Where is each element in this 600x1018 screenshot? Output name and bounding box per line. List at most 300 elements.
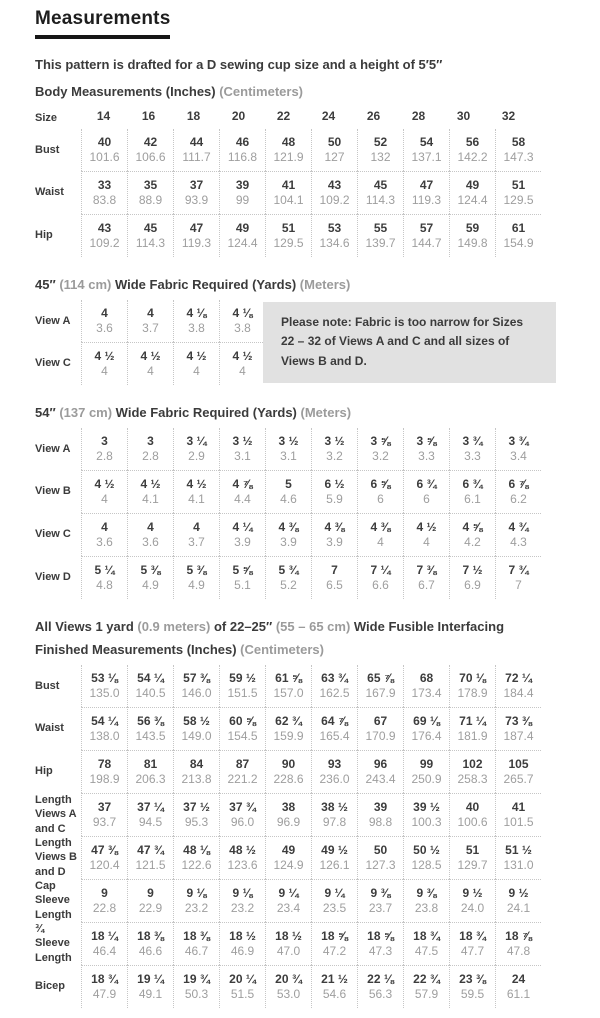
cm-value: 178.9 [457, 686, 488, 700]
cm-value: 4 [239, 364, 246, 378]
measurement-cell [265, 556, 311, 599]
size-cell [216, 107, 261, 129]
cm-value: 109.2 [319, 193, 350, 207]
cm-value: 93.9 [184, 193, 209, 207]
measurement-cell [495, 965, 541, 1008]
inches-value: 73 ⅜ [505, 714, 532, 728]
measurement-cell [127, 513, 173, 556]
measurement-cell [265, 707, 311, 750]
measurement-cell [495, 836, 541, 879]
size-value: 20 [231, 109, 246, 123]
measurement-cell [173, 707, 219, 750]
inches-value: 49 [235, 221, 250, 235]
measurement-cell [173, 750, 219, 793]
inches-value: 63 ¾ [321, 671, 348, 685]
inches-value: 72 ¼ [505, 671, 532, 685]
cm-value: 23.2 [184, 901, 209, 915]
cm-value: 135.0 [89, 686, 120, 700]
cm-value: 3.9 [280, 535, 297, 549]
measurement-cell [311, 793, 357, 836]
measurement-cell [403, 922, 449, 965]
measurement-cell [357, 965, 403, 1008]
inches-value: 5 ⅝ [232, 563, 253, 577]
measurement-cell [127, 750, 173, 793]
row-label: View A [35, 442, 71, 455]
inches-value: 18 ⅝ [367, 929, 394, 943]
inches-value: 7 ½ [462, 563, 483, 577]
measurement-cell [357, 879, 403, 922]
inches-value: 4 ½ [94, 349, 115, 363]
cm-value: 131.0 [503, 858, 534, 872]
inches-value: 56 ⅜ [137, 714, 164, 728]
cm-value: 6 [423, 492, 430, 506]
inches-value: 41 [281, 178, 296, 192]
size-value: 30 [456, 109, 471, 123]
inches-value: 56 [465, 135, 480, 149]
fabric-45-heading [35, 277, 600, 292]
inches-value: 40 [465, 800, 480, 814]
cm-value: 61.1 [506, 987, 531, 1001]
cm-value: 106.6 [135, 150, 166, 164]
table-row [35, 214, 600, 257]
inches-value: 71 ¼ [459, 714, 486, 728]
cm-value: 4 [147, 364, 154, 378]
cm-value: 49.1 [138, 987, 163, 1001]
row-label: Hip [35, 229, 53, 242]
inches-value: 70 ⅛ [459, 671, 486, 685]
measurement-cell [495, 665, 541, 707]
row-label: Length Views B and D [35, 837, 77, 878]
cm-value: 2.8 [142, 449, 159, 463]
measurement-cell [357, 214, 403, 257]
interfacing-heading [35, 619, 600, 634]
inches-value: 4 ¼ [232, 520, 253, 534]
inches-value: 38 [281, 800, 296, 814]
cm-value: 3.8 [188, 321, 205, 335]
inches-value: 18 ⅜ [137, 929, 164, 943]
inches-value: 4 ½ [232, 349, 253, 363]
inches-value: 5 ¾ [278, 563, 299, 577]
measurement-cell [219, 836, 265, 879]
inches-value: 105 [508, 757, 529, 771]
table-row [35, 556, 600, 599]
measurement-cell [173, 556, 219, 599]
inches-value: 3 [101, 434, 108, 448]
measurement-cell [495, 922, 541, 965]
cm-value: 139.7 [365, 236, 396, 250]
cm-value: 3.7 [142, 321, 159, 335]
cm-value: 83.8 [92, 193, 117, 207]
cm-value: 6.5 [326, 578, 343, 592]
measurement-cell [311, 513, 357, 556]
inches-value: 59 [465, 221, 480, 235]
heading-part: (Meters) [299, 277, 351, 292]
inches-value: 18 ¾ [91, 972, 118, 986]
cm-value: 46.7 [184, 944, 209, 958]
inches-value: 4 ⅛ [186, 306, 207, 320]
measurement-cell [219, 879, 265, 922]
inches-value: 24 [511, 972, 526, 986]
cm-value: 5.9 [326, 492, 343, 506]
inches-value: 35 [143, 178, 158, 192]
heading-part: Body Measurements (Inches) [35, 84, 220, 99]
cm-value: 24.1 [506, 901, 531, 915]
measurement-cell [127, 300, 173, 342]
cm-value: 46.4 [92, 944, 117, 958]
measurement-cell [219, 922, 265, 965]
inches-value: 20 ¼ [229, 972, 256, 986]
inches-value: 49 [281, 843, 296, 857]
cm-value: 143.5 [135, 729, 166, 743]
measurement-cell [81, 129, 127, 171]
measurement-cell [219, 750, 265, 793]
inches-value: 22 ¾ [413, 972, 440, 986]
inches-value: 4 [193, 520, 200, 534]
inches-value: 69 ⅛ [413, 714, 440, 728]
inches-value: 7 ¾ [508, 563, 529, 577]
inches-value: 5 ⅜ [186, 563, 207, 577]
measurement-cell [81, 836, 127, 879]
measurement-cell [81, 750, 127, 793]
cm-value: 3.7 [188, 535, 205, 549]
measurement-cell [81, 171, 127, 214]
heading-part: (137 cm) [59, 405, 113, 420]
measurement-cell [311, 750, 357, 793]
inches-value: 23 ⅜ [459, 972, 486, 986]
cm-value: 221.2 [227, 772, 258, 786]
cm-value: 123.6 [227, 858, 258, 872]
cm-value: 4.2 [464, 535, 481, 549]
inches-value: 64 ⅞ [321, 714, 348, 728]
cm-value: 129.7 [457, 858, 488, 872]
measurement-cell [219, 470, 265, 513]
measurement-cell [403, 665, 449, 707]
measurement-cell [173, 965, 219, 1008]
row-label: Length Views A and C [35, 794, 77, 835]
cm-value: 95.3 [184, 815, 209, 829]
measurement-cell [219, 300, 265, 342]
measurement-cell [495, 556, 541, 599]
finished-measurements-heading [35, 642, 600, 657]
inches-value: 38 ½ [321, 800, 348, 814]
inches-value: 50 [327, 135, 342, 149]
cm-value: 6.9 [464, 578, 481, 592]
cm-value: 187.4 [503, 729, 534, 743]
inches-value: 6 ⅞ [508, 477, 529, 491]
cm-value: 119.3 [411, 193, 442, 207]
measurement-cell [127, 470, 173, 513]
measurement-cell [219, 428, 265, 470]
cm-value: 47.5 [414, 944, 439, 958]
cm-value: 6.1 [464, 492, 481, 506]
inches-value: 51 [511, 178, 526, 192]
cm-value: 124.9 [273, 858, 304, 872]
measurement-cell [219, 556, 265, 599]
heading-part: (Meters) [300, 405, 352, 420]
measurement-cell [127, 879, 173, 922]
inches-value: 61 [511, 221, 526, 235]
cm-value: 4.6 [280, 492, 297, 506]
inches-value: 4 ¾ [508, 520, 529, 534]
inches-value: 4 ½ [140, 477, 161, 491]
cm-value: 149.8 [457, 236, 488, 250]
cm-value: 6.7 [418, 578, 435, 592]
cm-value: 3.6 [96, 321, 113, 335]
measurement-cell [173, 342, 219, 385]
cm-value: 250.9 [411, 772, 442, 786]
measurement-cell [81, 793, 127, 836]
inches-value: 57 [419, 221, 434, 235]
inches-value: 6 ¾ [462, 477, 483, 491]
measurement-cell [127, 428, 173, 470]
inches-value: 78 [97, 757, 112, 771]
measurement-cell [311, 879, 357, 922]
size-header-row [35, 107, 600, 129]
table-row [35, 879, 600, 922]
inches-value: 5 [285, 477, 292, 491]
cm-value: 96.9 [276, 815, 301, 829]
heading-part: of 22–25″ [210, 619, 276, 634]
cm-value: 7 [515, 578, 522, 592]
measurement-cell [403, 793, 449, 836]
cm-value: 165.4 [319, 729, 350, 743]
inches-value: 3 ½ [324, 434, 345, 448]
cm-value: 23.5 [322, 901, 347, 915]
inches-value: 87 [235, 757, 250, 771]
cm-value: 22.8 [92, 901, 117, 915]
size-cell [441, 107, 486, 129]
cm-value: 23.4 [276, 901, 301, 915]
cm-value: 154.9 [503, 236, 534, 250]
cm-value: 24.0 [460, 901, 485, 915]
inches-value: 60 ⅝ [229, 714, 256, 728]
measurement-cell [265, 129, 311, 171]
measurement-cell [357, 556, 403, 599]
measurement-cell [357, 428, 403, 470]
measurement-cell [81, 342, 127, 385]
inches-value: 51 [281, 221, 296, 235]
heading-part: Wide Fabric Required (Yards) [112, 405, 301, 420]
heading-part: (Centimeters) [240, 642, 324, 657]
cm-value: 159.9 [273, 729, 304, 743]
table-row [35, 470, 600, 513]
cm-value: 4 [101, 364, 108, 378]
table-row [35, 750, 600, 793]
cm-value: 4.4 [234, 492, 251, 506]
measurement-cell [495, 879, 541, 922]
cm-value: 3.2 [326, 449, 343, 463]
measurement-cell [81, 922, 127, 965]
cm-value: 184.4 [503, 686, 534, 700]
measurement-cell [265, 171, 311, 214]
cm-value: 23.2 [230, 901, 255, 915]
cm-value: 124.4 [227, 236, 258, 250]
inches-value: 58 [511, 135, 526, 149]
cm-value: 104.1 [273, 193, 304, 207]
heading-part: All Views 1 yard [35, 619, 138, 634]
measurement-cell [403, 965, 449, 1008]
inches-value: 9 ⅛ [232, 886, 253, 900]
inches-value: 90 [281, 757, 296, 771]
inches-value: 58 ½ [183, 714, 210, 728]
inches-value: 37 ¼ [137, 800, 164, 814]
inches-value: 3 ½ [232, 434, 253, 448]
cm-value: 134.6 [319, 236, 350, 250]
size-value: 28 [411, 109, 426, 123]
size-cell [306, 107, 351, 129]
measurement-cell [449, 836, 495, 879]
cm-value: 157.0 [273, 686, 304, 700]
fabric-narrow-note-text: Please note: Fabric is too narrow for Sizes 22 – 32 of Views A and C and all sizes of Views B and D. [281, 315, 524, 368]
cm-value: 3.9 [326, 535, 343, 549]
inches-value: 20 ¾ [275, 972, 302, 986]
inches-value: 54 ¼ [137, 671, 164, 685]
measurement-cell [403, 129, 449, 171]
table-row [35, 665, 600, 707]
cm-value: 93.7 [92, 815, 117, 829]
table-row [35, 428, 600, 470]
cm-value: 3.3 [464, 449, 481, 463]
inches-value: 3 ½ [278, 434, 299, 448]
cm-value: 213.8 [181, 772, 212, 786]
measurement-cell [449, 214, 495, 257]
cm-value: 173.4 [411, 686, 442, 700]
measurement-cell [311, 470, 357, 513]
cm-value: 119.3 [181, 236, 212, 250]
cm-value: 4.3 [510, 535, 527, 549]
inches-value: 9 [101, 886, 108, 900]
measurement-cell [311, 428, 357, 470]
measurement-cell [173, 513, 219, 556]
inches-value: 9 [147, 886, 154, 900]
measurement-cell [495, 750, 541, 793]
size-cell [261, 107, 306, 129]
cm-value: 151.5 [227, 686, 258, 700]
size-value: 18 [186, 109, 201, 123]
cm-value: 4 [101, 492, 108, 506]
cm-value: 114.3 [365, 193, 396, 207]
row-label: Waist [35, 186, 64, 199]
cm-value: 127.3 [365, 858, 396, 872]
inches-value: 48 ½ [229, 843, 256, 857]
measurement-cell [311, 922, 357, 965]
inches-value: 54 ¼ [91, 714, 118, 728]
measurement-cell [127, 665, 173, 707]
table-row [35, 513, 600, 556]
cm-value: 98.8 [368, 815, 393, 829]
inches-value: 4 ⅝ [462, 520, 483, 534]
measurement-cell [403, 171, 449, 214]
cm-value: 47.3 [368, 944, 393, 958]
measurement-cell [449, 750, 495, 793]
measurement-cell [127, 214, 173, 257]
inches-value: 93 [327, 757, 342, 771]
cm-value: 96.0 [230, 815, 255, 829]
measurement-cell [127, 342, 173, 385]
measurement-cell [265, 470, 311, 513]
cm-value: 3.9 [234, 535, 251, 549]
heading-part: (55 – 65 cm) [275, 619, 351, 634]
table-row [35, 129, 600, 171]
inches-value: 4 [147, 306, 154, 320]
measurement-cell [265, 793, 311, 836]
measurement-cell [495, 129, 541, 171]
inches-value: 49 ½ [321, 843, 348, 857]
cm-value: 46.9 [230, 944, 255, 958]
cm-value: 3.8 [234, 321, 251, 335]
measurement-cell [357, 171, 403, 214]
cm-value: 50.3 [184, 987, 209, 1001]
inches-value: 42 [143, 135, 158, 149]
fabric-narrow-note [263, 302, 556, 383]
cm-value: 4.1 [188, 492, 205, 506]
measurement-cell [81, 665, 127, 707]
inches-value: 37 ¾ [229, 800, 256, 814]
inches-value: 49 [465, 178, 480, 192]
cm-value: 47.8 [506, 944, 531, 958]
measurement-cell [403, 750, 449, 793]
inches-value: 18 ½ [275, 929, 302, 943]
intro-text: This pattern is drafted for a D sewing cup size and a height of 5′5″ [35, 57, 443, 72]
page-title: Measurements [35, 8, 170, 39]
size-cell [396, 107, 441, 129]
inches-value: 68 [419, 671, 434, 685]
cm-value: 129.5 [273, 236, 304, 250]
inches-value: 9 ⅛ [186, 886, 207, 900]
inches-value: 4 ⅜ [370, 520, 391, 534]
inches-value: 65 ⅞ [367, 671, 394, 685]
inches-value: 61 ⅝ [275, 671, 302, 685]
measurement-cell [265, 879, 311, 922]
cm-value: 198.9 [89, 772, 120, 786]
measurement-cell [449, 470, 495, 513]
inches-value: 9 ¼ [278, 886, 299, 900]
inches-value: 59 ½ [229, 671, 256, 685]
row-label: View D [35, 571, 71, 584]
inches-value: 3 ¼ [186, 434, 207, 448]
inches-value: 4 ½ [416, 520, 437, 534]
inches-value: 41 [511, 800, 526, 814]
inches-value: 39 ½ [413, 800, 440, 814]
cm-value: 3.3 [418, 449, 435, 463]
cm-value: 3.2 [372, 449, 389, 463]
inches-value: 4 ½ [140, 349, 161, 363]
inches-value: 18 ⅝ [321, 929, 348, 943]
cm-value: 258.3 [457, 772, 488, 786]
measurement-cell [311, 707, 357, 750]
cm-value: 47.9 [92, 987, 117, 1001]
inches-value: 40 [97, 135, 112, 149]
cm-value: 176.4 [411, 729, 442, 743]
measurement-cell [219, 214, 265, 257]
inches-value: 54 [419, 135, 434, 149]
cm-value: 137.1 [411, 150, 442, 164]
inches-value: 22 ⅛ [367, 972, 394, 986]
cm-value: 23.7 [368, 901, 393, 915]
cm-value: 101.6 [89, 150, 120, 164]
measurement-cell [265, 428, 311, 470]
measurement-cell [173, 428, 219, 470]
cm-value: 6 [377, 492, 384, 506]
measurement-cell [357, 665, 403, 707]
measurement-cell [127, 556, 173, 599]
inches-value: 9 ⅜ [370, 886, 391, 900]
inches-value: 9 ½ [508, 886, 529, 900]
inches-value: 55 [373, 221, 388, 235]
cm-value: 100.3 [411, 815, 442, 829]
measurement-cell [219, 129, 265, 171]
inches-value: 52 [373, 135, 388, 149]
